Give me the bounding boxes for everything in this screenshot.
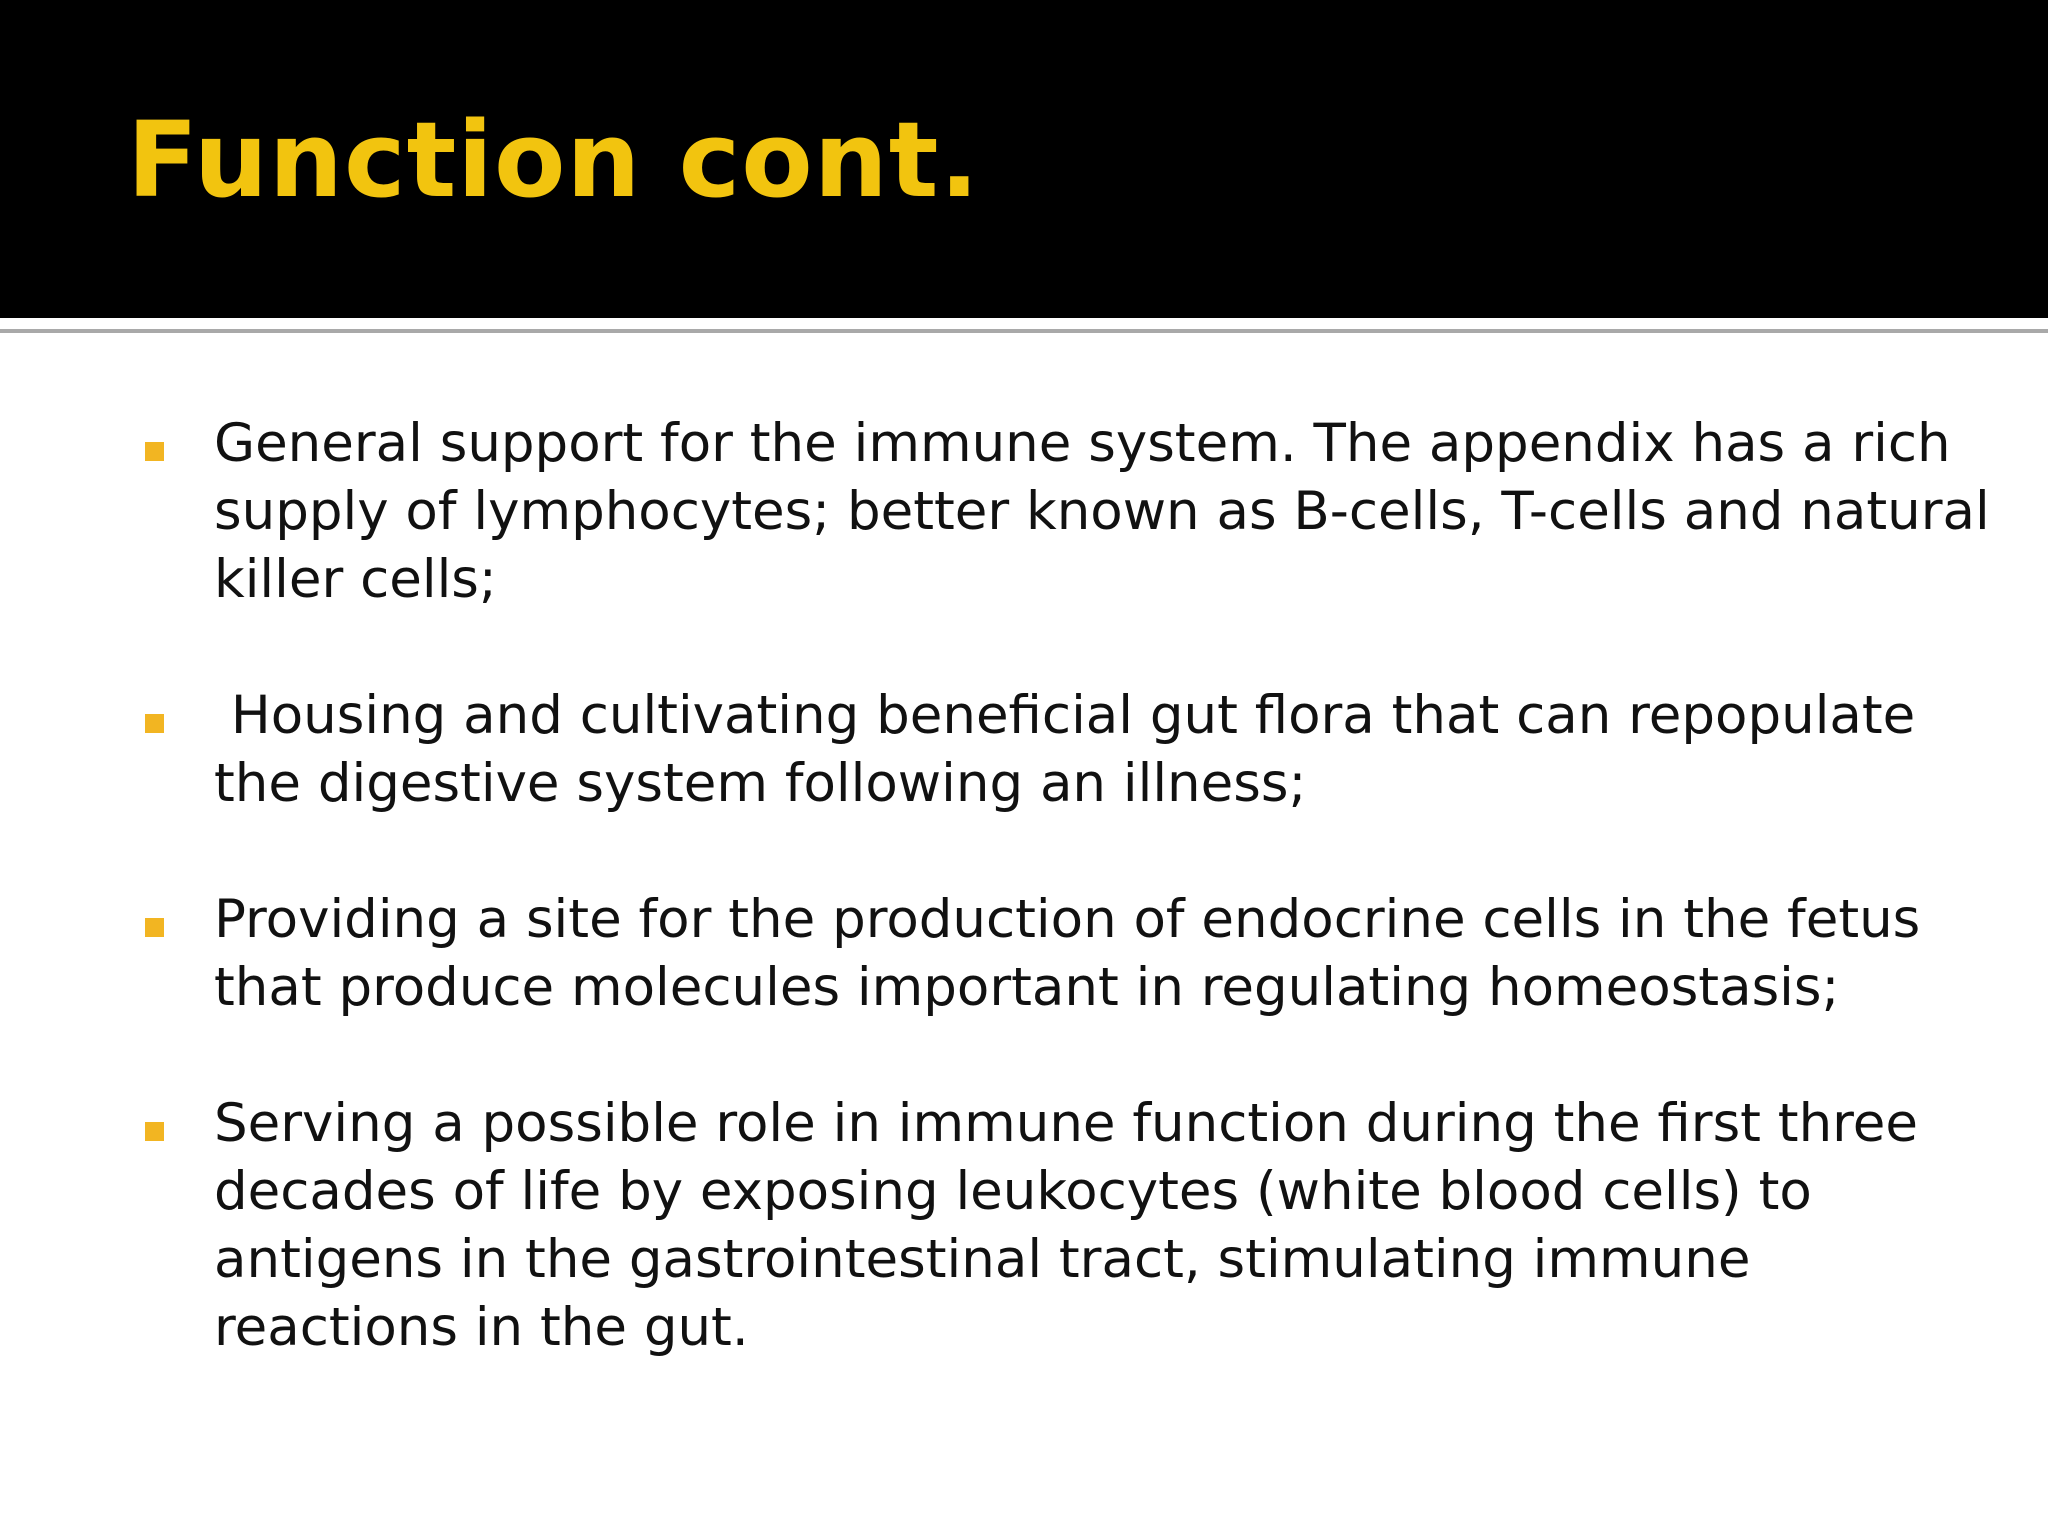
- bullet-text: Providing a site for the production of endocrine cells in the fetus that produce molecules important in regulating homeostasis;: [214, 889, 1921, 1018]
- bullet-item: [0, 886, 2048, 1022]
- bullet-list: [0, 410, 2048, 1430]
- bullet-item: [0, 410, 2048, 614]
- bullet-text: Serving a possible role in immune function during the first three decades of life by exposing leukocytes (white blood cells) to antigens in the gastrointestinal tract, stimulating immune reactions in the gut.: [214, 1093, 1919, 1358]
- square-bullet-icon: [145, 1122, 164, 1141]
- bullet-text: General support for the immune system. The appendix has a rich supply of lymphocytes; better known as B-cells, T-cells and natural killer cells;: [214, 413, 1990, 610]
- title-band: [0, 0, 2048, 318]
- title-divider: [0, 329, 2048, 333]
- square-bullet-icon: [145, 918, 164, 937]
- bullet-item: [0, 1090, 2048, 1362]
- bullet-text: Housing and cultivating beneficial gut flora that can repopulate the digestive system following an illness;: [214, 685, 1933, 814]
- square-bullet-icon: [145, 714, 164, 733]
- bullet-item: [0, 682, 2048, 818]
- square-bullet-icon: [145, 442, 164, 461]
- slide-title: Function cont.: [127, 99, 981, 221]
